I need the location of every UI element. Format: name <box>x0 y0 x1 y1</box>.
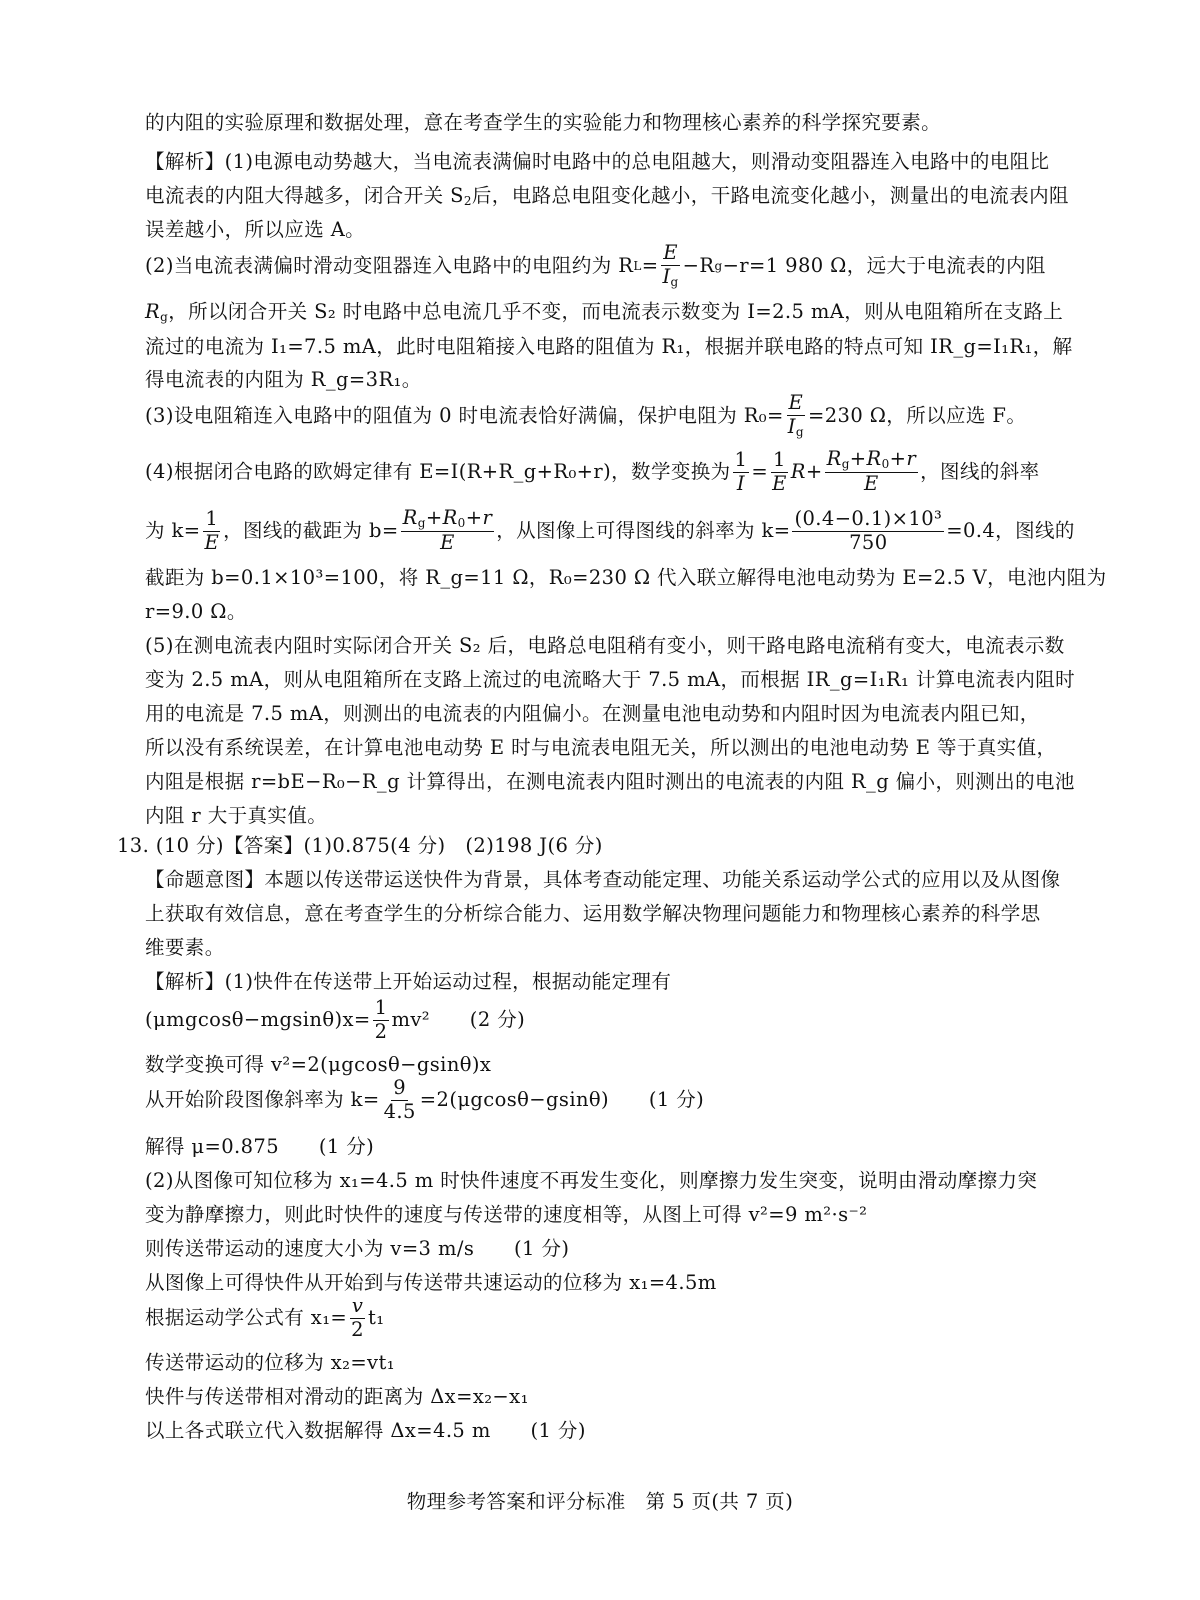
q13-part2-line7: 快件与传送带相对滑动的距离为 Δx=x₂−x₁ <box>145 1385 529 1408</box>
q12-p4-line2: 为 k= $\frac{1}{E}$ ，图线的截距为 b= $\frac{R_g+R_0+r}{E}$ ，从图像上可得图线的斜率为 k= $\frac{\text{(0.4−0.1)×10³}}{750}$ =0.4，图线的 <box>145 506 1075 555</box>
fraction-v-over-2: $\frac{v}{2}$ <box>351 1294 364 1341</box>
q12-p2-line1: (2)当电流表满偏时滑动变阻器连入电路中的电阻约为 R L = $\frac{E}{I_g}$ −R g −r=1 980 Ω，远大于电流表的内阻 <box>145 241 1046 289</box>
fraction-one-half: $\frac{1}{2}$ <box>374 996 388 1043</box>
q13-eq1: (μmgcosθ−mgsinθ)x= $\frac{1}{2}$ mv² (2 分) <box>145 996 526 1043</box>
fraction-intercept: $\frac{R_g+R_0+r}{E}$ <box>826 447 917 496</box>
q13-analysis-start: 【解析】(1)快件在传送带上开始运动过程，根据动能定理有 <box>145 970 672 993</box>
q12-p5-line5: 内阻是根据 r=bE−R₀−R_g 计算得出，在测电流表内阻时测出的电流表的内阻 R_g 偏小，则测出的电池 <box>145 770 1075 793</box>
q13-intent-line3: 维要素。 <box>145 936 225 959</box>
fraction-E-over-Ig-2: $\frac{E}{I_g}$ <box>787 391 804 439</box>
q13-eq2: 数学变换可得 v²=2(μgcosθ−gsinθ)x <box>145 1053 492 1076</box>
q12-p5-line2: 变为 2.5 mA，则从电阻箱所在支路上流过的电流略大于 7.5 mA，而根据 IR_g=I₁R₁ 计算电流表内阻时 <box>145 668 1076 691</box>
q13-eq3: 从开始阶段图像斜率为 k= $\frac{9}{4.5}$ =2(μgcosθ−gsinθ) (1 分) <box>145 1076 705 1123</box>
q12-p2-line2: $R_g$，所以闭合开关 S₂ 时电路中总电流几乎不变，而电流表示数变为 I=2.5 mA，则从电阻箱所在支路上 <box>145 300 1064 324</box>
q13-part2-line8: 以上各式联立代入数据解得 Δx=4.5 m (1 分) <box>145 1419 586 1442</box>
q13-intent-line1: 【命题意图】本题以传送带运送快件为背景，具体考查动能定理、功能关系运动学公式的应用以及从图像 <box>145 868 1061 891</box>
q13-part2-line6: 传送带运动的位移为 x₂=vt₁ <box>145 1351 395 1374</box>
fraction-1-over-E: $\frac{1}{E}$ <box>772 448 787 495</box>
fraction-k: $\frac{1}{E}$ <box>204 507 220 554</box>
q12-p3: (3)设电阻箱连入电路中的阻值为 0 时电流表恰好满偏，保护电阻为 R₀= $\frac{E}{I_g}$ =230 Ω，所以应选 F。 <box>145 391 1027 439</box>
q12-p2-line4: 得电流表的内阻为 R_g=3R₁。 <box>145 368 422 391</box>
q13-heading: 13. (10 分)【答案】(1)0.875(4 分) (2)198 J(6 分) <box>117 834 603 857</box>
q13-part2-line3: 则传送带运动的速度大小为 v=3 m/s (1 分) <box>145 1237 570 1260</box>
q12-p4-line1: (4)根据闭合电路的欧姆定律有 E=I(R+R_g+R₀+r)，数学变换为 $\frac{1}{I}$ = $\frac{1}{E}$ R+ $\frac{R_g+R_0+r}{E}$ ，图线的斜率 <box>145 447 1040 496</box>
q12-p5-line1: (5)在测电流表内阻时实际闭合开关 S₂ 后，电路总电阻稍有变小，则干路电路电流稍有变大，电流表示数 <box>145 634 1065 657</box>
q13-eq4: 解得 μ=0.875 (1 分) <box>145 1135 375 1158</box>
q12-analysis-p1-line1: 【解析】(1)电源电动势越大，当电流表满偏时电路中的总电阻越大，则滑动变阻器连入电路中的电阻比 <box>145 150 1050 173</box>
fraction-slope-value: $\frac{\text{(0.4−0.1)×10³}}{750}$ <box>794 507 943 554</box>
q12-p5-line4: 所以没有系统误差，在计算电池电动势 E 时与电流表电阻无关，所以测出的电池电动势 E 等于真实值， <box>145 736 1057 759</box>
fraction-slope-9-over-4-5: $\frac{9}{4.5}$ <box>383 1076 416 1123</box>
fraction-b: $\frac{R_g+R_0+r}{E}$ <box>402 506 493 555</box>
fraction-1-over-I: $\frac{1}{I}$ <box>734 448 748 495</box>
q12-analysis-p1-line3: 误差越小，所以应选 A。 <box>145 218 366 241</box>
q12-p2-line3: 流过的电流为 I₁=7.5 mA，此时电阻箱接入电路的阻值为 R₁，根据并联电路的特点可知 IR_g=I₁R₁，解 <box>145 335 1073 358</box>
q12-analysis-p1-line2: 电流表的内阻大得越多，闭合开关 $S_2$后，电路总电阻变化越小，干路电流变化越小，测量出的电流表内阻 <box>145 184 1069 208</box>
fraction-E-over-Ig: $\frac{E}{I_g}$ <box>662 241 679 289</box>
q12-p4-line4: r=9.0 Ω。 <box>145 600 247 623</box>
q13-intent-line2: 上获取有效信息，意在考查学生的分析综合能力、运用数学解决物理问题能力和物理核心素养的科学思 <box>145 902 1041 925</box>
q12-p4-line3: 截距为 b=0.1×10³=100，将 R_g=11 Ω，R₀=230 Ω 代入联立解得电池电动势为 E=2.5 V，电池内阻为 <box>145 566 1107 589</box>
q12-p5-line3: 用的电流是 7.5 mA，则测出的电流表的内阻偏小。在测量电池电动势和内阻时因为电流表内阻已知， <box>145 702 1040 725</box>
q13-part2-line1: (2)从图像可知位移为 x₁=4.5 m 时快件速度不再发生变化，则摩擦力发生突变，说明由滑动摩擦力突 <box>145 1169 1038 1192</box>
q12-p5-line6: 内阻 r 大于真实值。 <box>145 804 328 827</box>
q13-part2-line2: 变为静摩擦力，则此时快件的速度与传送带的速度相等，从图上可得 v²=9 m²·s⁻² <box>145 1203 868 1226</box>
q13-part2-line4: 从图像上可得快件从开始到与传送带共速运动的位移为 x₁=4.5m <box>145 1271 717 1294</box>
q13-part2-line5: 根据运动学公式有 x₁= $\frac{v}{2}$ t₁ <box>145 1294 385 1341</box>
q12-intro-tail: 的内阻的实验原理和数据处理，意在考查学生的实验能力和物理核心素养的科学探究要素。 <box>145 111 942 134</box>
page-footer: 物理参考答案和评分标准 第 5 页(共 7 页) <box>406 1490 794 1513</box>
